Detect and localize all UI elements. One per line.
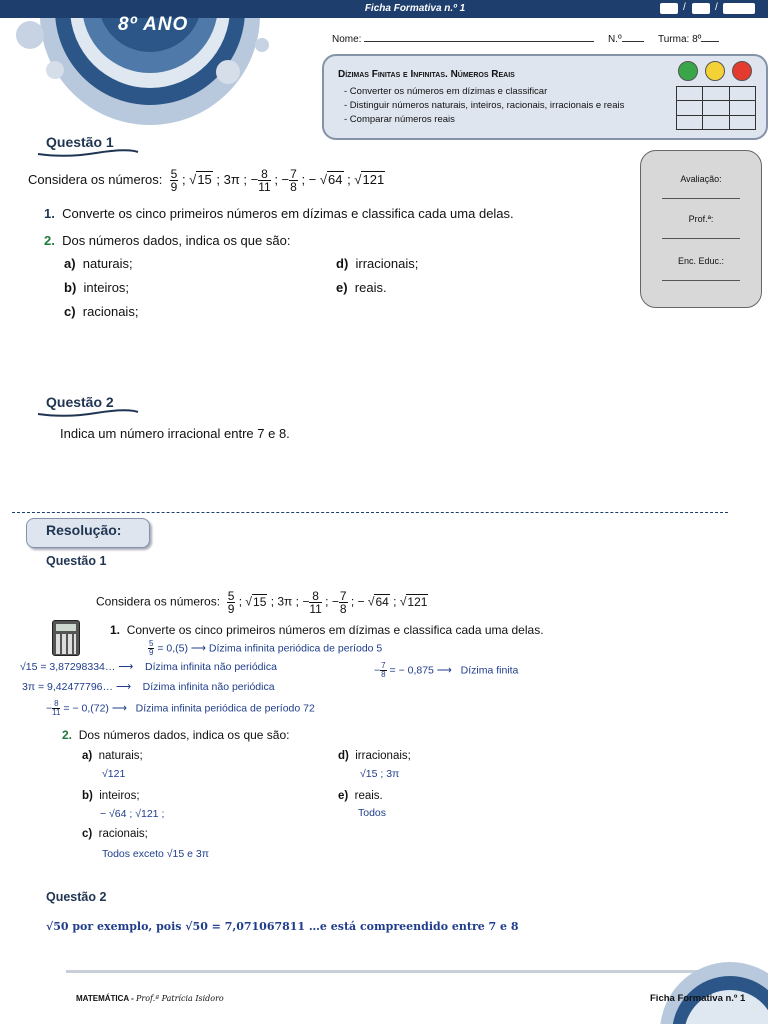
option-text: reais. [354,790,383,802]
date-separator: / [683,2,686,13]
q1-item-1-text: Converte os cinco primeiros números em dízimas e classifica cada uma delas. [62,206,514,221]
option-text: naturais; [98,750,143,762]
resolution-item-1: 1. Converte os cinco primeiros números em dízimas e classifica cada uma delas. [110,623,544,637]
option-text: irracionais; [355,256,419,271]
topic-item: - Converter os números em dízimas e classificar [344,86,548,97]
option-c [64,304,138,319]
conversion-class: Dízima finita [460,664,519,677]
option-d [336,256,418,271]
conversion-row: √15 = 3,87298334… ⟶ Dízima infinita não periódica [20,661,277,673]
number-label: N.º [608,34,622,45]
class-label: Turma: 8º [658,34,702,45]
option-key: c) [82,828,93,840]
footer-subject-text: MATEMÁTICA [76,994,129,1003]
option-key: d) [336,256,349,271]
evaluation-line[interactable] [662,198,740,199]
option-key: a) [64,256,76,271]
evaluation-label: Avaliação: [680,174,722,184]
option-e [336,280,387,295]
option-key: a) [82,750,93,762]
option-text: inteiros; [83,280,130,295]
resolution-label: Resolução: [46,522,122,538]
option-b [64,280,129,295]
option-text: racionais; [82,304,139,319]
resolution-q2-answer: √50 por exemplo, pois √50 = 7,071067811 …e está compreendido entre 7 e 8 [46,920,519,933]
footer-sheet-title: Ficha Formativa n.º 1 [650,993,746,1004]
resolution-numbers-line: Considera os números: $\frac{5}{9}$ ; √15 ; 3π ; − $\frac{8}{11}$ ; − $\frac{7}{8}$ ; − √64 ; √121 [96,589,428,616]
answer-d [338,750,411,762]
answer-c-value: Todos exceto √15 e 3π [102,848,209,860]
teacher-line[interactable] [662,238,740,239]
number-field[interactable] [608,33,644,45]
q1-item-2-text: Dos números dados, indica os que são: [62,233,291,248]
option-key: d) [338,750,349,762]
option-key: b) [64,280,77,295]
answer-c [82,828,148,840]
option-key: e) [338,790,349,802]
happy-face-icon [678,61,698,81]
conversion-class: Dízima infinita não periódica [145,661,277,673]
footer-swirl-decoration [600,952,768,1024]
conversion-row: 3π = 9,42477796… ⟶ Dízima infinita não periódica [22,681,275,693]
resolution-intro: Considera os números: [96,594,221,609]
conversion-expr: √15 = 3,87298334… [20,661,116,673]
resolution-item-2-text: Dos números dados, indica os que são: [78,728,290,742]
option-text: irracionais; [355,750,411,762]
q1-item-1 [44,206,514,221]
section-divider [12,512,728,513]
answer-e [338,790,383,802]
topics-title: Dízimas Finitas e Infinitas. Números Reais [338,69,515,80]
q2-text: Indica um número irracional entre 7 e 8. [60,426,290,441]
heading-underline-decoration [36,148,140,158]
footer-subject [76,994,224,1003]
answer-b-value: − √64 ; √121 ; [100,808,165,820]
question-2-heading: Questão 2 [46,394,114,410]
guardian-label: Enc. Educ.: [677,256,725,266]
option-text: naturais; [82,256,133,271]
q1-numbers-line: Considera os números: $\frac{5}{9}$ ; √15 ; 3π ; − $\frac{8}{11}$ ; − $\frac{7}{8}$ ; − √64 ; √121 [28,167,385,194]
q1-item-2 [44,233,290,248]
teacher-label: Prof.ª: [688,214,714,224]
sad-face-icon [732,61,752,81]
option-key: b) [82,790,93,802]
option-text: racionais; [98,828,148,840]
conversion-expr: 3π = 9,42477796… [22,681,114,693]
question-1-heading: Questão 1 [46,134,114,150]
answer-b [82,790,140,802]
footer-teacher: Prof.ª Patrícia Isidoro [136,994,224,1003]
calculator-icon [52,620,80,656]
neutral-face-icon [705,61,725,81]
guardian-line[interactable] [662,280,740,281]
conversion-expr: = − 0,875 [389,664,434,677]
name-field[interactable] [332,33,594,45]
topic-item: - Comparar números reais [344,114,455,125]
date-month-box[interactable] [692,3,710,14]
conversion-expr: = − 0,(72) [63,702,109,715]
conversion-class: Dízima infinita periódica de período 5 [208,642,383,655]
self-assessment-grid[interactable] [676,86,756,130]
footer-separator: - [128,994,136,1003]
answer-e-value: Todos [358,807,387,819]
resolution-item-2: 2. Dos números dados, indica os que são: [62,728,290,742]
answer-a-value: √121 [102,768,126,780]
answer-a [82,750,143,762]
conversion-expr: = 0,(5) [157,642,189,655]
conversion-row: − $\frac{7}{8}$ = − 0,875 ⟶ Dízima finita [374,661,519,679]
conversion-row: $\frac{5}{9}$ = 0,(5) ⟶ Dízima infinita periódica de período 5 [149,639,383,657]
name-label: Nome: [332,34,362,45]
item-number: 1. [44,206,55,221]
topic-item: - Distinguir números naturais, inteiros, racionais, irracionais e reais [344,100,625,111]
resolution-q1-heading: Questão 1 [46,554,107,568]
resolution-item-1-text: Converte os cinco primeiros números em dízimas e classifica cada uma delas. [126,623,544,637]
item-number: 2. [44,233,55,248]
answer-d-value: √15 ; 3π [360,768,400,780]
header-bar-title: Ficha Formativa n.º 1 [364,3,466,14]
date-day-box[interactable] [660,3,678,14]
class-field[interactable] [658,33,719,45]
option-text: inteiros; [99,790,140,802]
date-separator: / [715,2,718,13]
resolution-q2-heading: Questão 2 [46,890,107,904]
option-text: reais. [354,280,387,295]
conversion-class: Dízima infinita periódica de período 72 [135,702,315,715]
option-key: c) [64,304,76,319]
date-year-box[interactable] [723,3,755,14]
conversion-row: − $\frac{8}{11}$ = − 0,(72) ⟶ Dízima infinita periódica de período 72 [46,699,315,717]
option-a [64,256,133,271]
option-key: e) [336,280,348,295]
q1-intro: Considera os números: [28,171,163,187]
heading-underline-decoration [36,408,140,418]
grade-label: 8º ANO [118,14,189,35]
conversion-class: Dízima infinita não periódica [142,681,275,693]
